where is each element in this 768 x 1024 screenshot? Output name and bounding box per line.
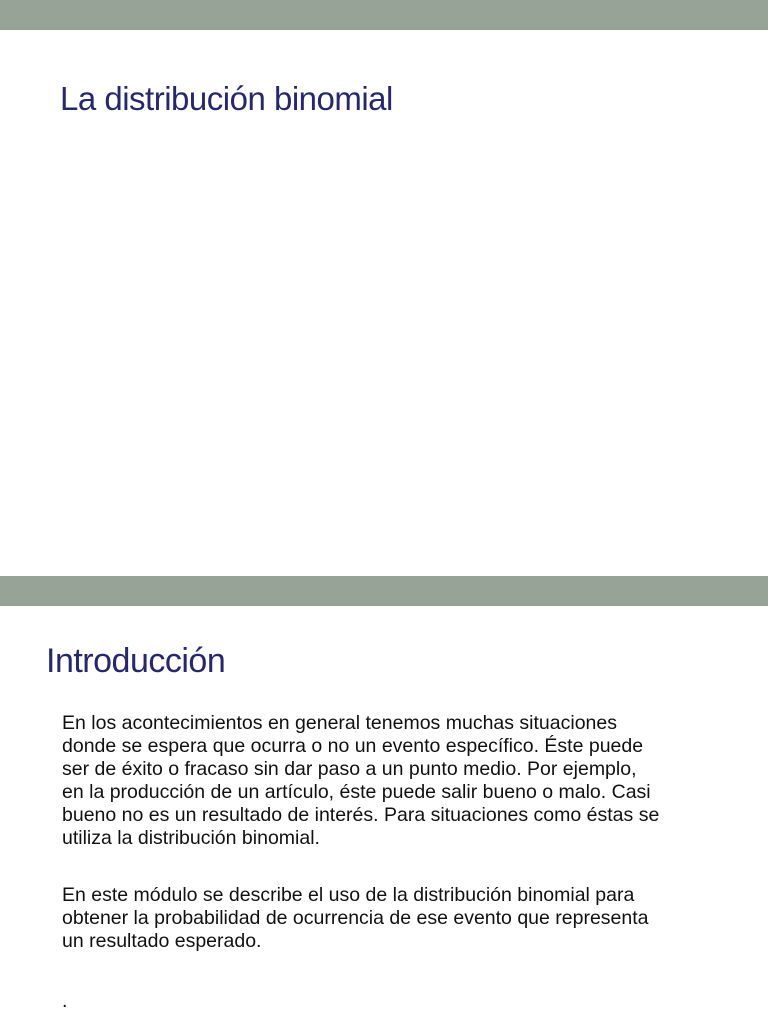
paragraph-line: utiliza la distribución binomial.	[62, 827, 320, 849]
intro-paragraph-3	[62, 990, 752, 1013]
paragraph-line: bueno no es un resultado de interés. Para situaciones como éstas se	[62, 804, 660, 826]
slide2-header-bar	[0, 576, 768, 606]
intro-paragraph-2	[62, 884, 752, 953]
paragraph-line: ser de éxito o fracaso sin dar paso a un punto medio. Por ejemplo,	[62, 758, 637, 780]
paragraph-line: En este módulo se describe el uso de la distribución binomial para	[62, 884, 635, 906]
paragraph-line: obtener la probabilidad de ocurrencia de ese evento que representa	[62, 907, 649, 929]
paragraph-line: .	[62, 990, 68, 1012]
slide1-header-bar	[0, 0, 768, 30]
paragraph-line: un resultado esperado.	[62, 930, 262, 952]
slide2-title: Introducción	[46, 642, 226, 680]
paragraph-line: en la producción de un artículo, éste puede salir bueno o malo. Casi	[62, 781, 651, 803]
slide1-title: La distribución binomial	[60, 80, 393, 117]
intro-paragraph-1	[62, 712, 752, 850]
paragraph-line: En los acontecimientos en general tenemos muchas situaciones	[62, 712, 617, 734]
paragraph-line: donde se espera que ocurra o no un evento específico. Éste puede	[62, 735, 644, 757]
